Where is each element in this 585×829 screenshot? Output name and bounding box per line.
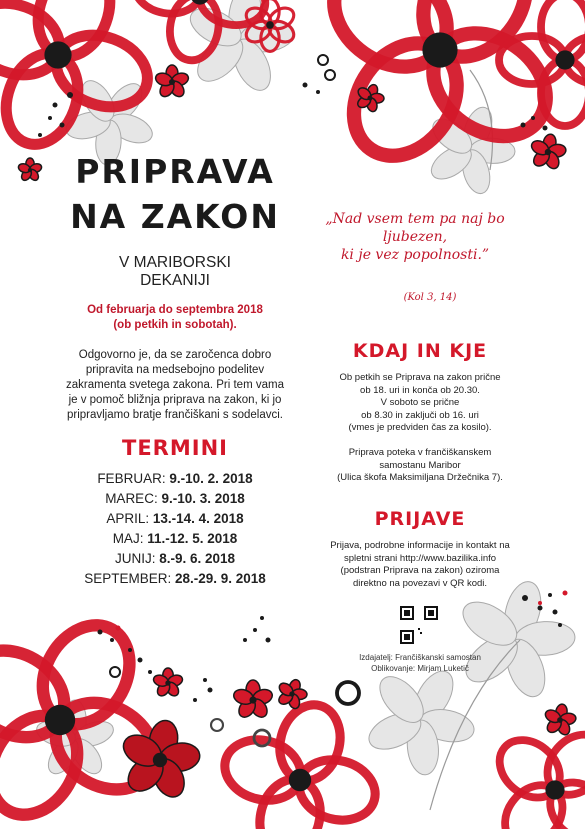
- prijave-line: (podstran Priprava na zakon) oziroma: [340, 565, 500, 576]
- period-line-1: Od februarja do septembra 2018: [87, 304, 263, 316]
- kdaj-line: Priprava poteka v frančiškanskem: [348, 447, 492, 458]
- design-credit: Oblikovanje: Mirjam Luketič: [371, 664, 469, 673]
- quote-line-2: ljubezen,: [382, 229, 448, 245]
- kdaj-heading: KDAJ IN KJE: [352, 340, 488, 362]
- kdaj-line: (Ulica škofa Maksimiljana Držečnika 7).: [337, 472, 503, 483]
- kdaj-line: ob 8.30 in zaključi ob 16. uri: [361, 409, 479, 421]
- termini-heading: TERMINI: [122, 436, 228, 460]
- intro-line: zakramenta svetega zakona. Pri tem vama: [66, 379, 284, 391]
- kdaj-line: Ob petkih se Priprava na zakon prične: [339, 372, 501, 383]
- subtitle: [90, 254, 260, 290]
- period-note: [60, 303, 290, 333]
- kdaj-line: samostanu Maribor: [379, 459, 461, 471]
- prijave-line: Prijava, podrobne informacije in kontakt na: [330, 540, 510, 551]
- prijave-line: direktno na povezavi v QR kodi.: [352, 577, 488, 589]
- kdaj-line: (vmes je predviden čas za kosilo).: [348, 422, 492, 433]
- title-line-2: NA ZAKON: [70, 197, 280, 236]
- intro-line: je v pomoč bližnja priprava na zakon, ki jo: [68, 394, 282, 406]
- date-row: APRIL: 13.-14. 4. 2018: [106, 511, 244, 526]
- dates-list: [55, 469, 295, 589]
- page-title: [70, 152, 280, 236]
- subtitle-line-1: V MARIBORSKI: [119, 254, 231, 271]
- date-row: FEBRUAR: 9.-10. 2. 2018: [97, 471, 253, 486]
- intro-line: pripravita na medsebojno podelitev: [85, 364, 265, 376]
- kdaj-line: V soboto se prične: [380, 397, 460, 408]
- subtitle-line-2: DEKANIJI: [140, 272, 210, 289]
- quote-line-3: ki je vez popolnosti.”: [340, 247, 490, 263]
- prijave-heading: PRIJAVE: [374, 508, 466, 530]
- quote-line-1: „Nad vsem tem pa naj bo: [325, 211, 505, 227]
- kdaj-line: [300, 435, 540, 448]
- intro-line: pripravljamo bratje frančiškani s sodelavci.: [66, 409, 284, 421]
- credits: [340, 652, 500, 674]
- intro-text: [50, 348, 300, 423]
- date-row: MAREC: 9.-10. 3. 2018: [105, 491, 245, 506]
- date-row: MAJ: 11.-12. 5. 2018: [112, 531, 238, 546]
- bible-quote: [290, 210, 540, 264]
- qr-code[interactable]: [400, 606, 438, 644]
- kdaj-line: ob 18. uri in konča ob 20.30.: [360, 384, 480, 396]
- prijave-line: spletni strani http://www.bazilika.info: [343, 552, 497, 564]
- prijave-text: [300, 540, 540, 590]
- period-line-2: (ob petkih in sobotah).: [113, 319, 237, 331]
- title-line-1: PRIPRAVA: [75, 152, 275, 191]
- date-row: SEPTEMBER: 28.-29. 9. 2018: [84, 571, 266, 586]
- quote-source: (Kol 3, 14): [403, 292, 457, 303]
- kdaj-text: [300, 372, 540, 485]
- publisher-credit: Izdajatelj: Frančiškanski samostan: [359, 653, 481, 662]
- date-row: JUNIJ: 8.-9. 6. 2018: [114, 551, 236, 566]
- intro-line: Odgovorno je, da se zaročenca dobro: [78, 349, 272, 361]
